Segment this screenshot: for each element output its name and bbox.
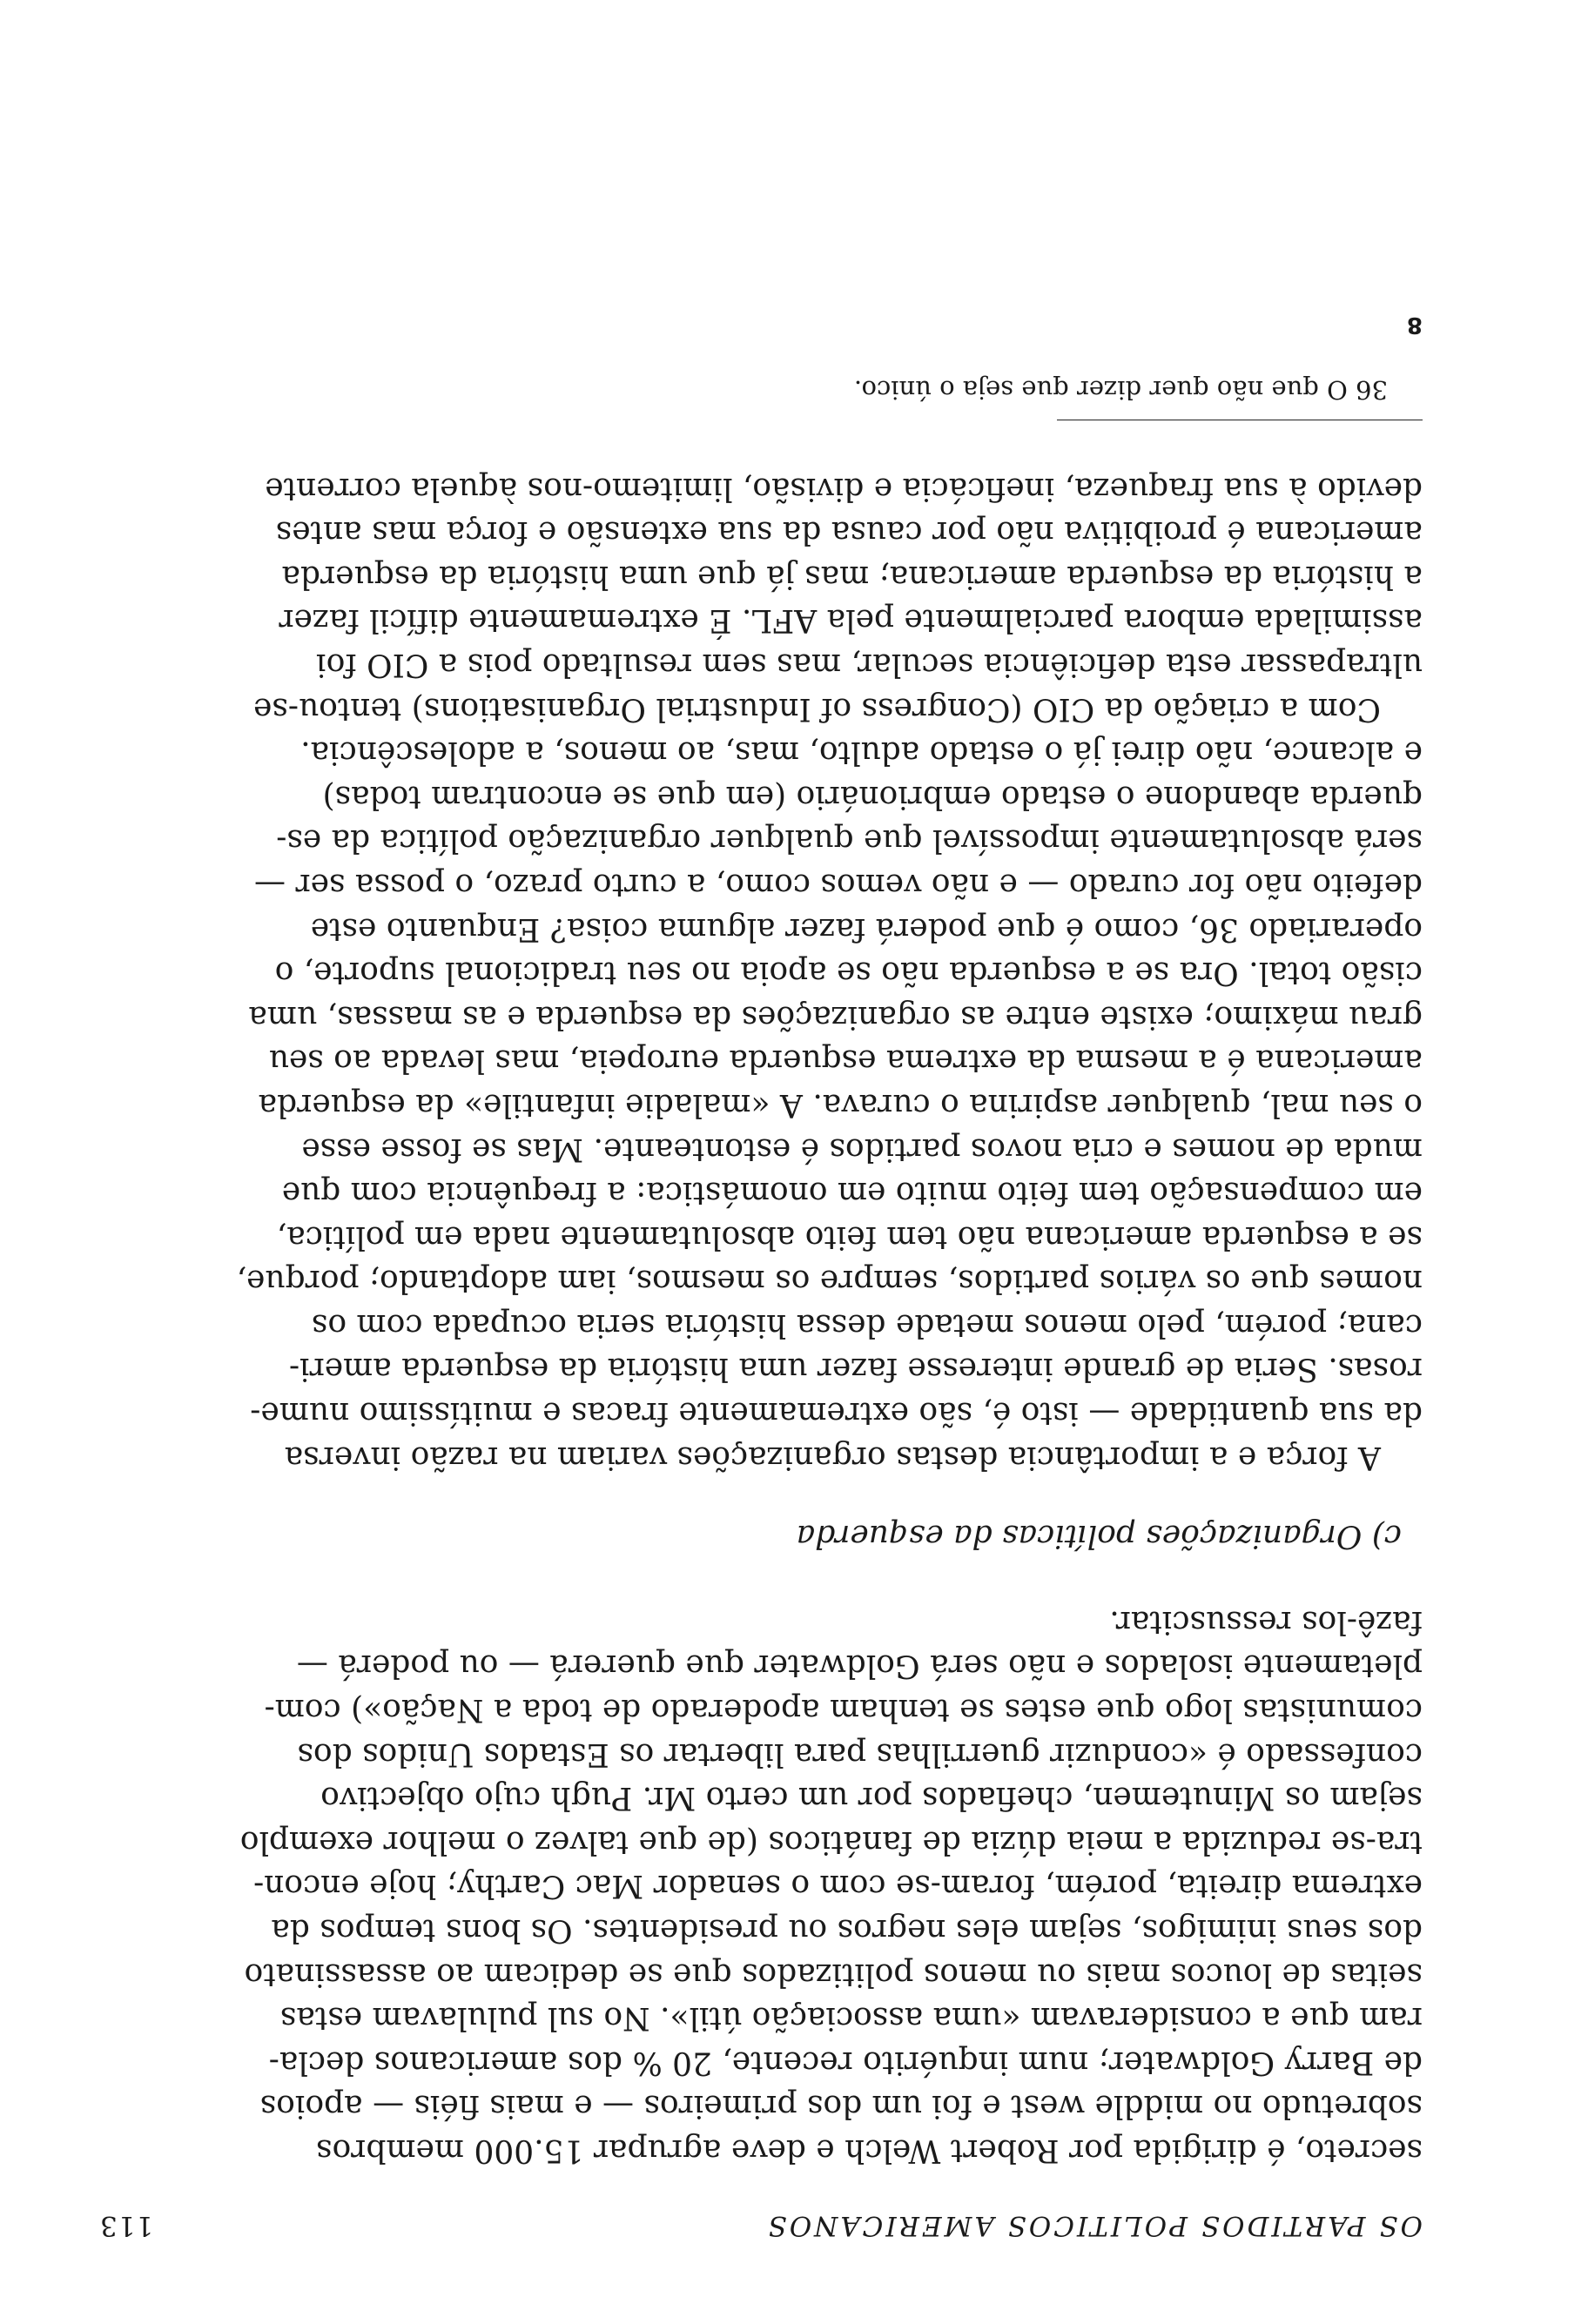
text-line: A força e a importância destas organizações variam na razão inversa xyxy=(284,1439,1381,1475)
text-line: o seu mal, qualquer aspirina o curava. A «maladie infantile» da esquerda xyxy=(258,1086,1423,1123)
text-line: sejam os Minutemen, chefiados por um certo Mr. Pugh cujo objectivo xyxy=(320,1780,1423,1817)
running-title: OS PARTIDOS POLITICOS AMERICANOS xyxy=(765,2210,1423,2241)
text-line: assimilada embora parcialmente pela AFL. É extremamente difícil fazer xyxy=(279,602,1423,639)
text-line: da sua quantidade — isto é, são extremamente fracas e muitíssimo nume- xyxy=(250,1395,1423,1432)
text-line: seitas de loucos mais ou menos politizados que se dedicam ao assassinato xyxy=(244,1956,1423,1992)
running-header xyxy=(99,2210,1423,2241)
page-number: 113 xyxy=(99,2210,154,2241)
section-heading: c) Organizações políticas da esquerda xyxy=(796,1518,1402,1555)
paragraph-3 xyxy=(99,466,1423,730)
text-line: fazê-los ressuscitar. xyxy=(1109,1603,1423,1640)
text-line: sobretudo no middle west e foi um dos primeiros — e mais fiéis — apoios xyxy=(259,2088,1423,2125)
text-line: ram que a consideravam «uma associação útil». No sul pululavam estas xyxy=(279,2000,1423,2037)
text-line: defeito não for curado — e não vemos como, a curto prazo, o possa ser — xyxy=(254,866,1423,903)
text-line: será absolutamente impossível que qualquer organização política da es- xyxy=(276,823,1423,859)
text-line: e alcance, não direi já o estado adulto, mas, ao menos, a adolescência. xyxy=(300,735,1423,771)
text-line: ultrapassar esta deficiência secular, mas sem resultado pois a CIO foi xyxy=(316,647,1423,682)
paragraph-2 xyxy=(99,730,1423,1479)
text-line: se a esquerda americana não tem feito absolutamente nada em política, xyxy=(276,1219,1423,1255)
text-line: secreto, é dirigida por Robert Welch e deve agrupar 15.000 membros xyxy=(316,2133,1423,2168)
text-line: de Barry Goldwater; num inquérito recente, 20 % dos americanos decla- xyxy=(268,2044,1423,2080)
text-line: pletamente isolados e não será Goldwater que quererá — ou poderá — xyxy=(296,1648,1423,1684)
page-content xyxy=(99,312,1423,2241)
text-line: nomes que os vários partidos, sempre os mesmos, iam adoptando; porque, xyxy=(236,1263,1423,1300)
text-line: extrema direita, porém, foram-se com o senador Mac Carthy; hoje encon- xyxy=(253,1868,1423,1904)
text-line: cana; porém, pelo menos metade dessa história seria ocupada com os xyxy=(311,1306,1423,1343)
text-line: em compensação tem feito muito em onomástica: a frequência com que xyxy=(281,1175,1423,1212)
text-line: devido à sua fraqueza, ineficácia e divisão, limitemo-nos àquela corrente xyxy=(265,470,1423,507)
text-line: confessado é «conduzir guerrilhas para libertar os Estados Unidos dos xyxy=(297,1736,1423,1772)
text-line: cisão total. Ora se a esquerda não se apoia no seu tradicional suporte, o xyxy=(274,955,1423,991)
text-line: operariado 36, como é que poderá fazer alguma coisa? Enquanto este xyxy=(310,910,1423,947)
text-line: americana é proibitiva não por causa da sua extensão e força mas antes xyxy=(275,514,1423,551)
text-line: dos seus inimigos, sejam eles negros ou presidentes. Os bons tempos da xyxy=(271,1912,1423,1949)
text-line: muda de nomes e cria novos partidos é estonteante. Mas se fosse esse xyxy=(301,1131,1423,1167)
text-line: comunistas logo que estes se tenham apoderado de toda a Nação») com- xyxy=(264,1692,1423,1729)
text-line: a história da esquerda americana; mas já que uma história da esquerda xyxy=(281,558,1423,594)
text-line: rosas. Seria de grande interesse fazer uma história da esquerda ameri- xyxy=(288,1351,1423,1387)
text-line: Com a criação da CIO (Congress of Industrial Organisations) tentou-se xyxy=(253,690,1381,727)
text-line: tra-se reduzida a meia dúzia de fanáticos (de que talvez o melhor exemplo xyxy=(239,1824,1423,1860)
signature-mark: 8 xyxy=(1406,312,1423,339)
text-line: americana é a mesma da extrema esquerda europeia, mas levada ao seu xyxy=(268,1043,1423,1079)
text-line: querda abandone o estado embrionário (em que se encontram todas) xyxy=(322,778,1423,815)
text-line: grau máximo; existe entre as organizações da esquerda e as massas, uma xyxy=(248,998,1423,1035)
footnote: 36 O que não quer dizer que seja o único. xyxy=(853,375,1388,406)
paragraph-1 xyxy=(99,1599,1423,2172)
